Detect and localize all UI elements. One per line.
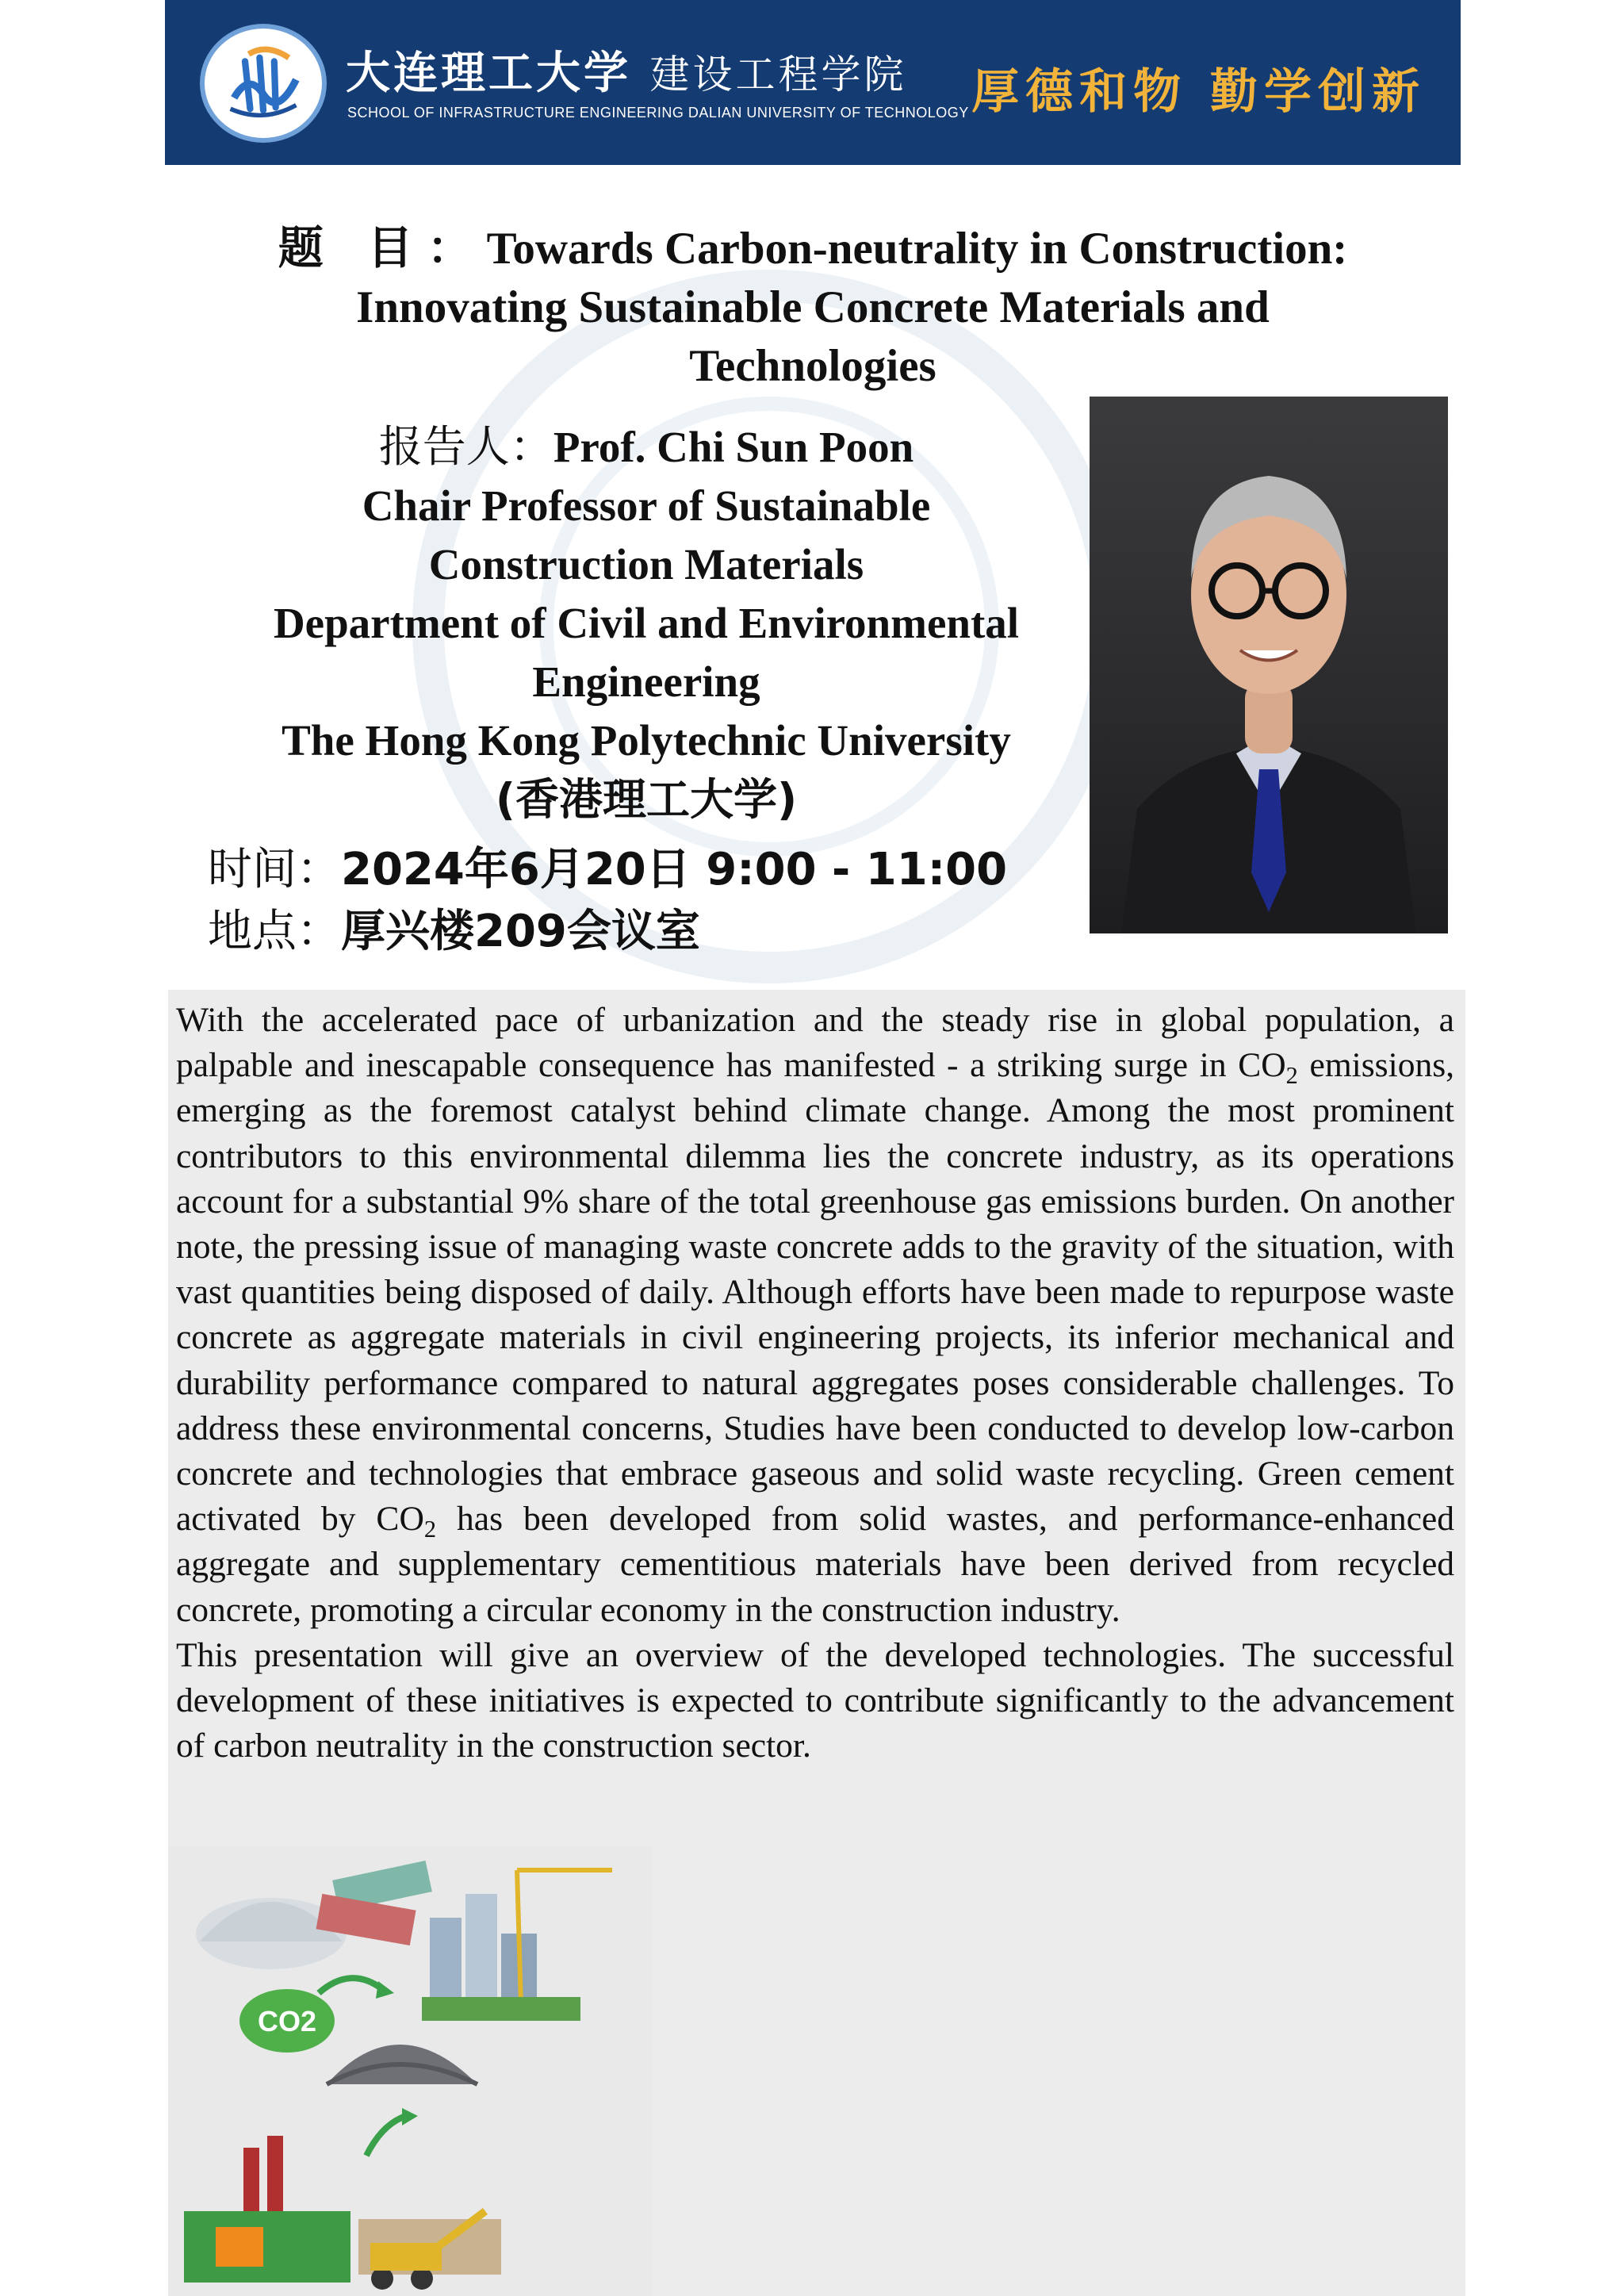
speaker-university-cn: (香港理工大学): [495, 774, 798, 825]
speaker-name: Prof. Chi Sun Poon: [553, 423, 914, 471]
circular-economy-illustration: [168, 1846, 652, 2296]
abstract-paragraph-2: This presentation will give an overview of the developed technologies. The successful development of these initiatives is expected to contribute significantly to the advancement of carbon neutrality in the construction sector.: [176, 1635, 1454, 1765]
abstract-paragraph-1: With the accelerated pace of urbanization and the steady rise in global population, a palpable and inescapable consequence has manifested - a striking surge in $CO_2$ emissions, emerging as the foremost catalyst behind climate change. Among the most prominent contributors to this environmental dilemma lies the concrete industry, as its operations account for a substantial 9% share of the total greenhouse gas emissions burden. On another note, the pressing issue of managing waste concrete adds to the gravity of the situation, with vast quantities being disposed of daily. Although efforts have been made to repurpose waste concrete as aggregate materials in civil engineering projects, its inferior mechanical and durability performance compared to natural aggregates poses considerable challenges. To address these environmental concerns, Studies have been conducted to develop low-carbon concrete and technologies that embrace gaseous and solid waste recycling. Green cement activated by $CO_2$ has been developed from solid wastes, and performance-enhanced aggregate and supplementary cementitious materials have been derived from recycled concrete, promoting a circular economy in the construction industry.: [176, 1001, 1454, 1629]
event-place: 地点：厚兴楼209会议室: [208, 906, 700, 957]
speaker-department: Department of Civil and Environmental: [273, 599, 1020, 647]
university-logo: [200, 24, 327, 143]
event-time: 时间：2024年6月20日 9:00 - 11:00: [208, 844, 1008, 895]
co2-cloud-label: CO2: [257, 2005, 317, 2037]
speaker-label: 报告人：: [378, 421, 553, 472]
title-label: 题 目：: [278, 222, 487, 274]
abstract-box: [168, 990, 1465, 2296]
speaker-university: The Hong Kong Polytechnic University: [282, 716, 1011, 765]
school-name-en: SCHOOL OF INFRASTRUCTURE ENGINEERING DALIAN UNIVERSITY OF TECHNOLOGY: [347, 105, 969, 121]
speaker-info: 报告人：Prof. Chi Sun Poon Chair Professor of Sustainable Construction Materials Department of Civil and Environmental Engineering The Hong Kong Polytechnic University (香港理工大学): [198, 417, 1094, 829]
talk-title: 题 目：Towards Carbon-neutrality in Construction: Innovating Sustainable Concrete Materials and Technologies: [278, 222, 1348, 391]
header-banner: [165, 0, 1461, 165]
event-details: [208, 839, 1007, 963]
school-name-cn: 大连理工大学 建设工程学院: [346, 48, 907, 99]
speaker-portrait: [1090, 397, 1448, 933]
school-motto: 厚德和物 勤学创新: [971, 64, 1426, 120]
speaker-position: Chair Professor of Sustainable: [362, 481, 931, 530]
